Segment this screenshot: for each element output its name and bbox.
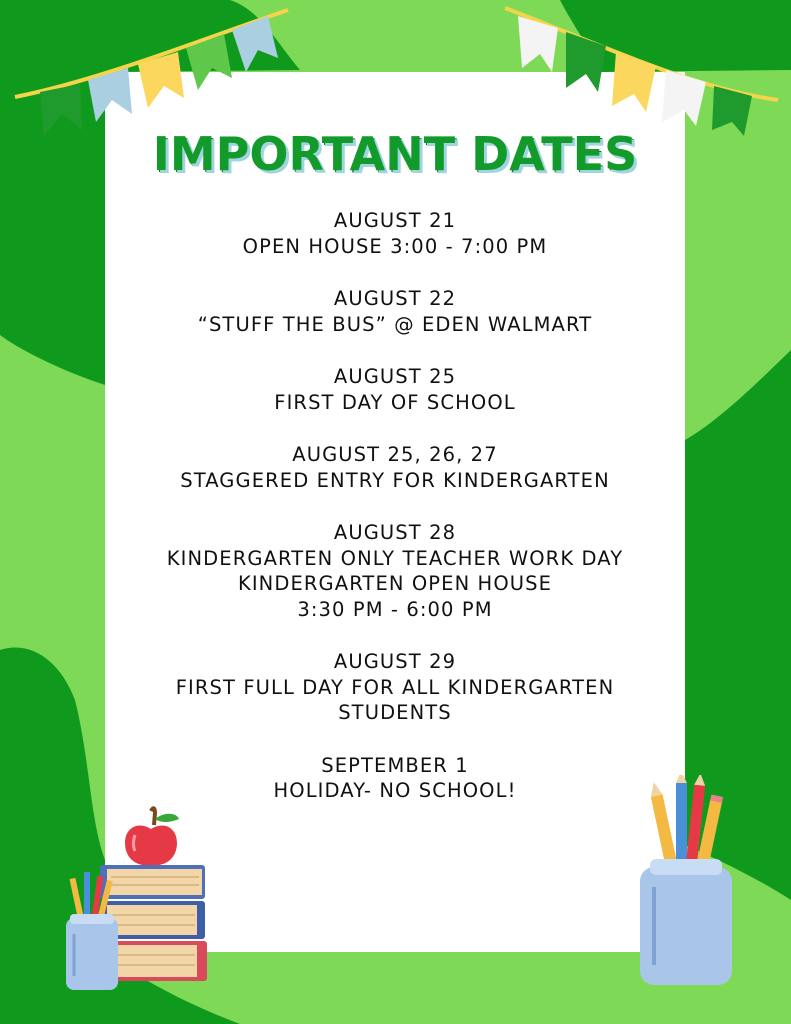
event-description: KINDERGARTEN ONLY TEACHER WORK DAY bbox=[166, 546, 624, 570]
pencil-cup-icon bbox=[636, 775, 736, 1015]
event-description: STUDENTS bbox=[338, 701, 452, 724]
event-entry bbox=[105, 649, 685, 726]
event-date: AUGUST 22 bbox=[333, 287, 457, 310]
bunting-flags-icon bbox=[500, 0, 785, 140]
event-date: AUGUST 25, 26, 27 bbox=[292, 443, 498, 466]
event-entry bbox=[105, 753, 685, 804]
event-description: OPEN HOUSE 3:00 - 7:00 PM bbox=[242, 234, 548, 258]
event-entry bbox=[105, 520, 685, 622]
event-entry bbox=[105, 442, 685, 493]
page-title: IMPORTANT DATES bbox=[152, 127, 638, 181]
event-entry bbox=[105, 286, 685, 337]
event-description: 3:30 PM - 6:00 PM bbox=[297, 597, 493, 621]
apple-icon bbox=[125, 808, 179, 865]
events-list bbox=[105, 208, 685, 804]
event-date: SEPTEMBER 1 bbox=[321, 753, 469, 777]
event-description: KINDERGARTEN OPEN HOUSE bbox=[237, 572, 553, 595]
event-description: “STUFF THE BUS” @ EDEN WALMART bbox=[197, 312, 593, 336]
bunting-flags-icon bbox=[10, 0, 295, 140]
event-description: FIRST FULL DAY FOR ALL KINDERGARTEN bbox=[175, 675, 615, 699]
event-description: HOLIDAY- NO SCHOOL! bbox=[273, 779, 517, 802]
event-description: FIRST DAY OF SCHOOL bbox=[274, 390, 516, 414]
event-entry bbox=[105, 364, 685, 415]
event-date: AUGUST 25 bbox=[333, 365, 457, 388]
event-entry bbox=[105, 208, 685, 259]
event-date: AUGUST 28 bbox=[333, 521, 457, 544]
event-date: AUGUST 29 bbox=[333, 650, 457, 673]
event-date: AUGUST 21 bbox=[333, 209, 457, 232]
pencil-cup-icon bbox=[62, 870, 122, 995]
event-description: STAGGERED ENTRY FOR KINDERGARTEN bbox=[180, 468, 610, 492]
